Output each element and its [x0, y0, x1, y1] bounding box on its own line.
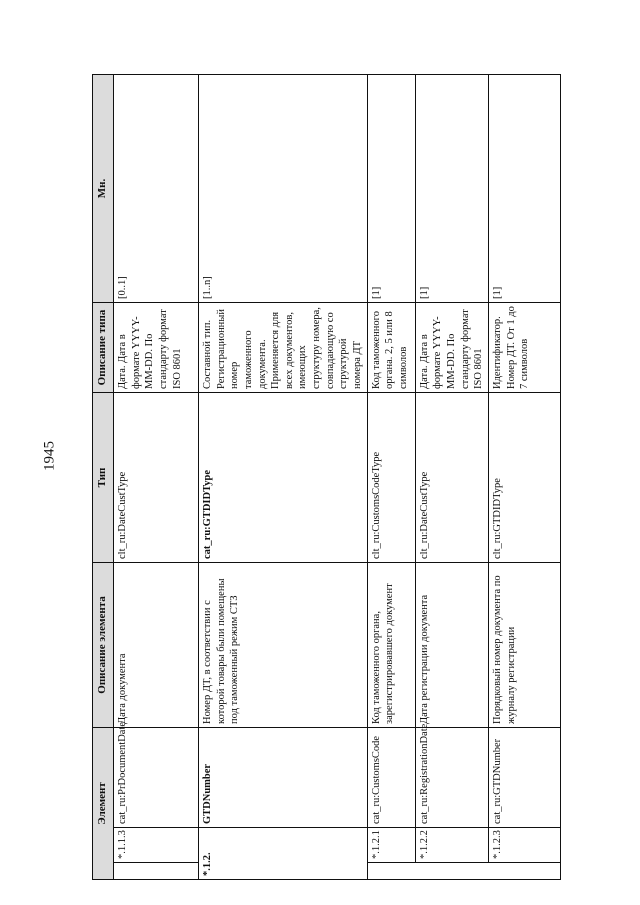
element-description: Дата регистрации документа [415, 563, 488, 728]
page-number: 1945 [41, 441, 58, 471]
indent-cell [488, 863, 560, 880]
header-element-description: Описание элемента [93, 563, 114, 728]
indent-cell [114, 863, 199, 880]
type-description: Идентификатор. Номер ДТ. От 1 до 7 символов [488, 303, 560, 393]
element-name: cat_ru:GTDNumber [488, 728, 560, 828]
indent-cell [415, 863, 488, 880]
element-description: Код таможенного органа, зарегистрировавшего документ [367, 563, 415, 728]
element-description: Дата документа [114, 563, 199, 728]
specification-table [92, 74, 561, 880]
table-row [114, 75, 199, 880]
rotated-table-container [92, 75, 640, 876]
table-row [199, 75, 368, 880]
multiplicity: [0..1] [114, 75, 199, 303]
header-element: Элемент [93, 728, 114, 880]
table-row [367, 75, 415, 880]
element-code: *.1.1.3 [114, 828, 199, 863]
header-multiplicity: Мн. [93, 75, 114, 303]
table-row [488, 75, 560, 880]
header-row [93, 75, 114, 880]
element-description: Порядковый номер документа по журналу регистрации [488, 563, 560, 728]
element-code: *.1.2.2 [415, 828, 488, 863]
indent-cell [367, 863, 415, 880]
element-name: cat_ru:CustomsCode [367, 728, 415, 828]
type-description: Код таможенного органа. 2, 5 или 8 символов [367, 303, 415, 393]
element-type: clt_ru:CustomsCodeType [367, 393, 415, 563]
element-name: cat_ru:PrDocumentDate [114, 728, 199, 828]
multiplicity: [1] [367, 75, 415, 303]
type-description: Дата. Дата в формате YYYY-MM-DD. По стандарту формат ISO 8601 [415, 303, 488, 393]
type-description: Дата. Дата в формате YYYY-MM-DD. По стандарту формат ISO 8601 [114, 303, 199, 393]
element-type: clt_ru:GTDIDType [488, 393, 560, 563]
header-type-description: Описание типа [93, 303, 114, 393]
multiplicity: [1] [415, 75, 488, 303]
element-code: *.1.2. [199, 828, 368, 880]
element-name: GTDNumber [199, 728, 368, 828]
element-code: *.1.2.3 [488, 828, 560, 863]
type-description: Составной тип. Регистрационный номер таможенного документа. Применяется для всех документов, имеющих структуру номера, совпадающую со структурой номера ДТ [199, 303, 368, 393]
element-type: clt_ru:DateCustType [114, 393, 199, 563]
element-code: *.1.2.1 [367, 828, 415, 863]
element-description: Номер ДТ, в соответствии с которой товары были помещены под таможенный режим СТЗ [199, 563, 368, 728]
header-type: Тип [93, 393, 114, 563]
element-name: cat_ru:RegistrationDate [415, 728, 488, 828]
multiplicity: [1] [488, 75, 560, 303]
element-type: cat_ru:GTDIDType [199, 393, 368, 563]
table-row [415, 75, 488, 880]
multiplicity: [1..n] [199, 75, 368, 303]
element-type: clt_ru:DateCustType [415, 393, 488, 563]
